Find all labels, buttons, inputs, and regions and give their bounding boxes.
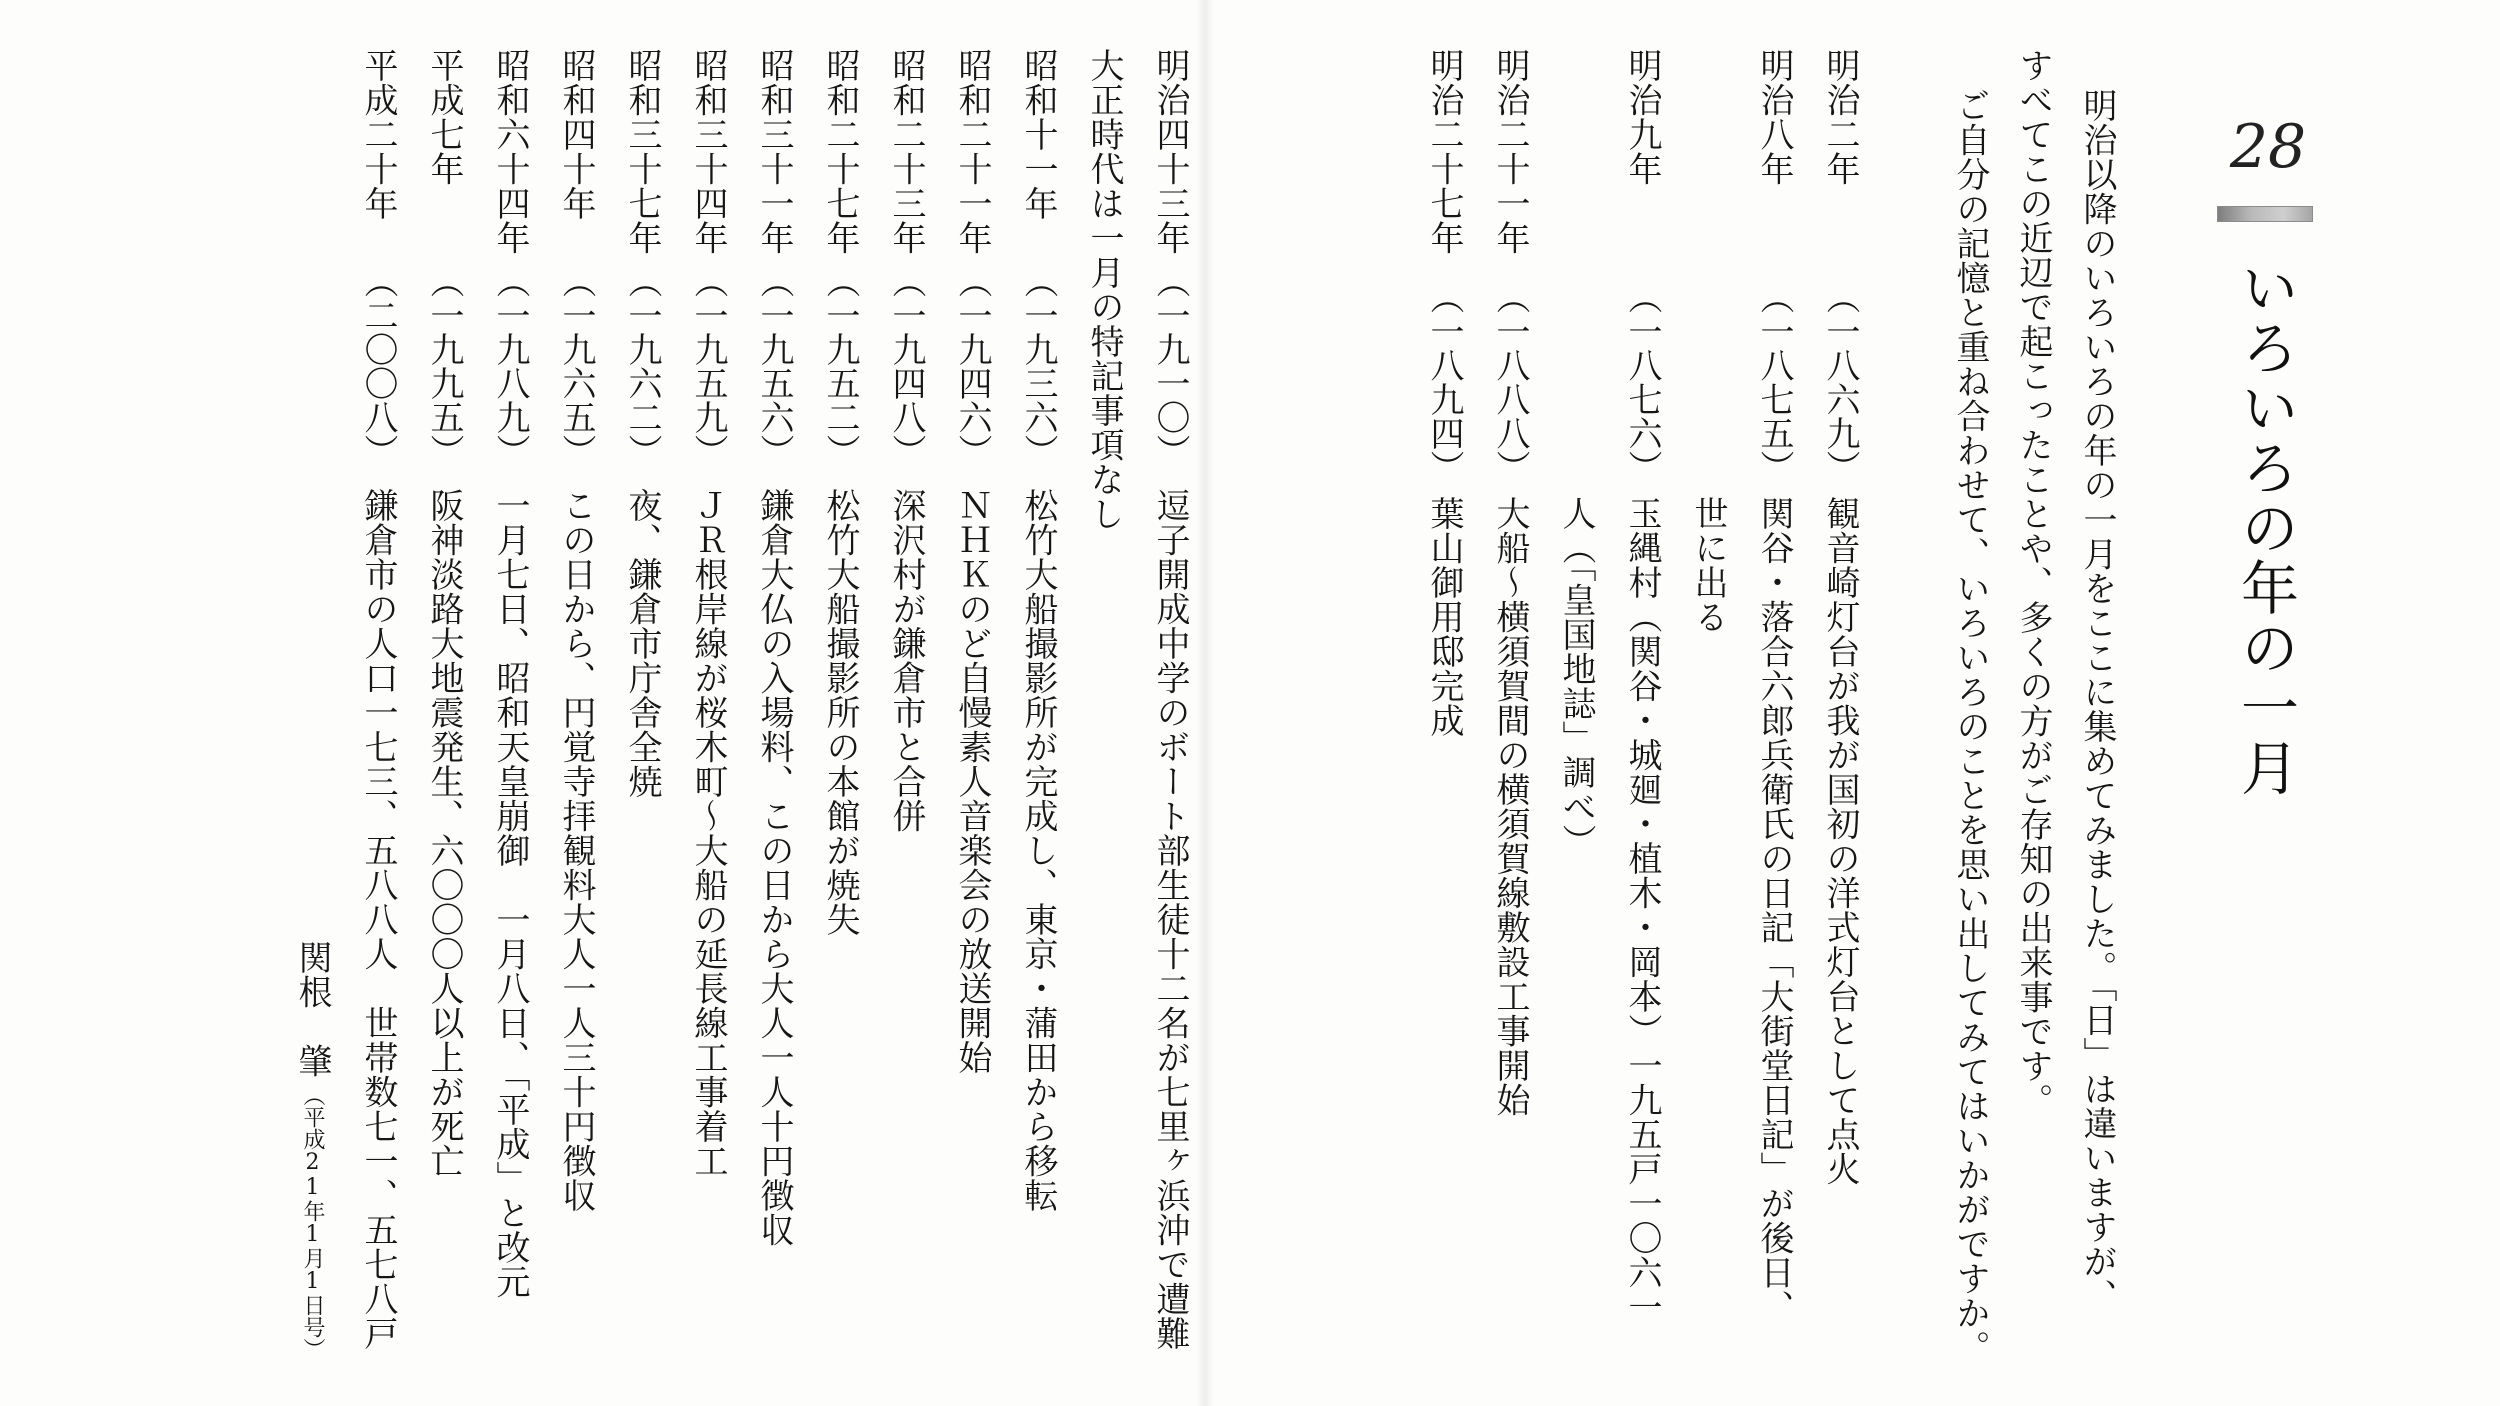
entry-event: 大船〜横須賀間の横須賀線敷設工事開始 — [1490, 496, 1530, 1117]
entry-event: 関谷・落合六郎兵衛氏の日記「大街堂日記」が後日、 — [1754, 496, 1794, 1324]
article-number: 28 — [2229, 112, 2307, 182]
entry-event: 深沢村が鎌倉市と合併 — [886, 488, 926, 833]
entry-era: 明治八年 — [1754, 48, 1794, 186]
article-title: いろいろの年の一月 — [2231, 258, 2299, 798]
entry-year: （一八六九） — [1820, 280, 1860, 484]
entry-event: 逗子開成中学のボート部生徒十二名が七里ヶ浜沖で遭難 — [1150, 488, 1190, 1351]
entry-year: （一九六二） — [622, 264, 662, 468]
entry-event: 葉山御用邸完成 — [1424, 496, 1464, 738]
entry-event: 鎌倉市の人口一七三、五八八人 世帯数七一、五七八戸 — [358, 488, 398, 1351]
entry-era: 昭和三十七年 — [622, 48, 662, 255]
entry-year: （一九三六） — [1018, 264, 1058, 468]
entry-year: （一八七五） — [1754, 280, 1794, 484]
entry-year: （一八九四） — [1424, 280, 1464, 484]
issue-date: （平成21年1月1日号） — [300, 1084, 325, 1360]
entry-era: 明治二十七年 — [1424, 48, 1464, 255]
intro-line: すべてこの近辺で起こったことや、多くの方がご存知の出来事です。 — [2013, 48, 2053, 1118]
entry-event: 鎌倉大仏の入場料、この日から大人一人十円徴収 — [754, 488, 794, 1247]
entry-era: 明治二年 — [1820, 48, 1860, 186]
entry-event: ＮＨＫのど自慢素人音楽会の放送開始 — [952, 488, 992, 1075]
entry-era: 明治二十一年 — [1490, 48, 1530, 255]
entry-era: 昭和六十四年 — [490, 48, 530, 255]
entry-year: （一九五六） — [754, 264, 794, 468]
intro-line: ご自分の記憶と重ね合わせて、いろいろのことを思い出してみてはいかがですか。 — [1950, 88, 1990, 1365]
entry-event: ＪＲ根岸線が桜木町〜大船の延長線工事着工 — [688, 488, 728, 1178]
entry-era: 平成二十年 — [358, 48, 398, 221]
entry-era: 明治四十三年 — [1150, 48, 1190, 255]
entry-era: 明治九年 — [1622, 48, 1662, 186]
entry-era: 昭和十一年 — [1018, 48, 1058, 221]
author-name: 関根 肇 — [292, 940, 332, 1078]
entry-era: 昭和二十三年 — [886, 48, 926, 255]
entry-event: 夜、鎌倉市庁舎全焼 — [622, 488, 662, 799]
intro-line: 明治以降のいろいろの年の一月をここに集めてみました。「日」は違いますが、 — [2077, 88, 2117, 1313]
entry-year: （二〇〇八） — [358, 264, 398, 468]
entry-event: 観音崎灯台が我が国初の洋式灯台として点火 — [1820, 496, 1860, 1186]
entry-event: 松竹大船撮影所が完成し、東京・蒲田から移転 — [1018, 488, 1058, 1213]
entry-event: 松竹大船撮影所の本館が焼失 — [820, 488, 860, 937]
entry-year: （一九四六） — [952, 264, 992, 468]
entry-era: 昭和四十年 — [556, 48, 596, 221]
title-rule — [2217, 206, 2313, 222]
entry-event-continuation: 世に出る — [1688, 496, 1728, 634]
entry-year: （一九八九） — [490, 264, 530, 468]
entry-year: （一八八八） — [1490, 280, 1530, 484]
entry-year: （一八七六） — [1622, 280, 1662, 484]
entry-event-continuation: 人（「皇国地誌」調べ） — [1556, 496, 1596, 859]
entry-year: （一九九五） — [424, 264, 464, 468]
entry-event: 一月七日、昭和天皇崩御 一月八日、「平成」と改元 — [490, 488, 530, 1299]
entry-era: 昭和二十一年 — [952, 48, 992, 255]
entry-year: （一九五二） — [820, 264, 860, 468]
entry-event: 阪神淡路大地震発生、六〇〇〇人以上が死亡 — [424, 488, 464, 1178]
entry-year: （一九四八） — [886, 264, 926, 468]
taisho-note: 大正時代は一月の特記事項なし — [1084, 48, 1124, 531]
entry-year: （一九五九） — [688, 264, 728, 468]
entry-era: 昭和三十一年 — [754, 48, 794, 255]
entry-year: （一九一〇） — [1150, 264, 1190, 468]
entry-event: 玉縄村（関谷・城廻・植木・岡本）一九五戸一〇六一 — [1622, 496, 1662, 1324]
entry-era: 平成七年 — [424, 48, 464, 186]
entry-era: 昭和二十七年 — [820, 48, 860, 255]
entry-era: 昭和三十四年 — [688, 48, 728, 255]
page-fold-shadow — [1196, 0, 1214, 1406]
entry-year: （一九六五） — [556, 264, 596, 468]
entry-event: この日から、円覚寺拝観料大人一人三十円徴収 — [556, 488, 596, 1213]
